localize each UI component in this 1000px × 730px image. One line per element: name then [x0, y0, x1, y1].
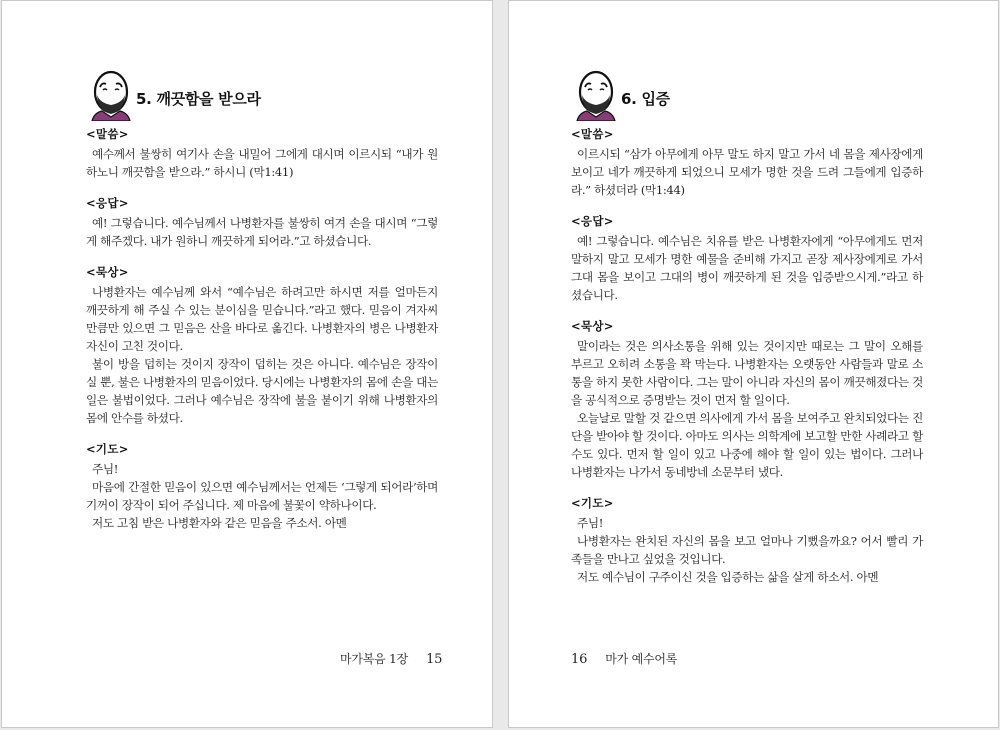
prayer-label: <기도> — [86, 442, 129, 456]
meditation-label: <묵상> — [86, 265, 129, 279]
chapter-title: 5. 깨끗함을 받으라 — [136, 90, 261, 108]
prayer-line: 마음에 간절한 믿음이 있으면 예수님께서는 언제든 ‘그렇게 되어라’하며 기꺼이 장작이 되어 주십니다. 제 마음에 불꽃이 약하나이다. — [86, 480, 438, 512]
chapter-heading — [88, 67, 261, 121]
response-label: <응답> — [571, 214, 614, 228]
word-text: 이르시되 “삼가 아무에게 아무 말도 하지 말고 가서 네 몸을 제사장에게 보이고 네가 깨끗하게 되었으니 모세가 명한 것을 드려 그들에게 입증하라.” 하셨더라 (막1:44) — [571, 147, 923, 197]
running-head: 마가 예수어록 — [605, 652, 678, 666]
right-page — [508, 0, 999, 728]
chapter-content — [571, 125, 923, 586]
response-text: 예! 그렇습니다. 예수님께서 나병환자를 불쌍히 여겨 손을 대시며 “그렇게 해주겠다. 내가 원하니 깨끗하게 되어라.”고 하셨습니다. — [86, 216, 438, 248]
chapter-content — [86, 125, 438, 532]
prayer-line: 주님! — [577, 516, 604, 530]
meditation-paragraph: 오늘날로 말할 것 같으면 의사에게 가서 몸을 보여주고 완치되었다는 진단을 받아야 할 것이다. 아마도 의사는 의학계에 보고할 만한 사례라고 할 수도 있다. 먼저 할 일이 있고 나중에 해야 할 일이 있는 법이다. 그러나 나병환자는 나가서 동네방네 소문부터 냈다. — [571, 411, 923, 479]
running-head: 마가복음 1장 — [340, 652, 409, 666]
meditation-label: <묵상> — [571, 319, 614, 333]
page-number: 15 — [426, 652, 443, 667]
prayer-label: <기도> — [571, 496, 614, 510]
word-label: <말씀> — [571, 127, 614, 141]
prayer-line: 저도 고침 받은 나병환자와 같은 믿음을 주소서. 아멘 — [92, 516, 347, 530]
meditation-paragraph: 말이라는 것은 의사소통을 위해 있는 것이지만 때로는 그 말이 오해를 부르고 오히려 소통을 꽉 막는다. 나병환자는 오랫동안 사람들과 말로 소통을 하지 못한 사람이다. 그는 말이 아니라 자신의 몸이 깨끗해졌다는 것을 공식적으로 증명받는 것이 먼저 할 일이다. — [571, 339, 923, 407]
prayer-line: 저도 예수님이 구주이신 것을 입증하는 삶을 살게 하소서. 아멘 — [577, 570, 879, 584]
chapter-title: 6. 입증 — [621, 90, 670, 108]
page-footer — [340, 650, 442, 667]
meditation-paragraph: 불이 방을 덥히는 것이지 장작이 덥히는 것은 아니다. 예수님은 장작이실 뿐, 불은 나병환자의 믿음이었다. 당시에는 나병환자의 몸에 손을 대는 일은 불법이었다. 그러나 예수님은 장작에 불을 붙이기 위해 나병환자의 몸에 안수를 하셨다. — [86, 357, 438, 425]
page-footer — [571, 650, 677, 667]
bearded-face-icon — [573, 67, 619, 121]
response-label: <응답> — [86, 196, 129, 210]
left-page — [1, 0, 493, 728]
word-label: <말씀> — [86, 127, 129, 141]
prayer-line: 주님! — [92, 462, 119, 476]
word-text: 예수께서 불쌍히 여기사 손을 내밀어 그에게 대시며 이르시되 “내가 원하노니 깨끗함을 받으라.” 하시니 (막1:41) — [86, 147, 438, 179]
page-number: 16 — [571, 652, 588, 667]
prayer-line: 나병환자는 완치된 자신의 몸을 보고 얼마나 기뻤을까요? 어서 빨리 가족들을 만나고 싶었을 것입니다. — [571, 534, 923, 566]
chapter-heading — [573, 67, 670, 121]
meditation-paragraph: 나병환자는 예수님께 와서 “예수님은 하려고만 하시면 저를 얼마든지 깨끗하게 해 주실 수 있는 분이심을 믿습니다.”라고 했다. 믿음이 겨자씨만큼만 있으면 그 믿음은 산을 바다로 옮긴다. 나병환자의 병은 나병환자 자신이 고친 것이다. — [86, 285, 438, 353]
response-text: 예! 그렇습니다. 예수님은 치유를 받은 나병환자에게 “아무에게도 먼저 말하지 말고 모세가 명한 예물을 준비해 가지고 곧장 제사장에게로 가서 그대 몸을 보이고 그대의 병이 깨끗하게 된 것을 입증받으시게.”라고 하셨습니다. — [571, 234, 923, 302]
bearded-face-icon — [88, 67, 134, 121]
